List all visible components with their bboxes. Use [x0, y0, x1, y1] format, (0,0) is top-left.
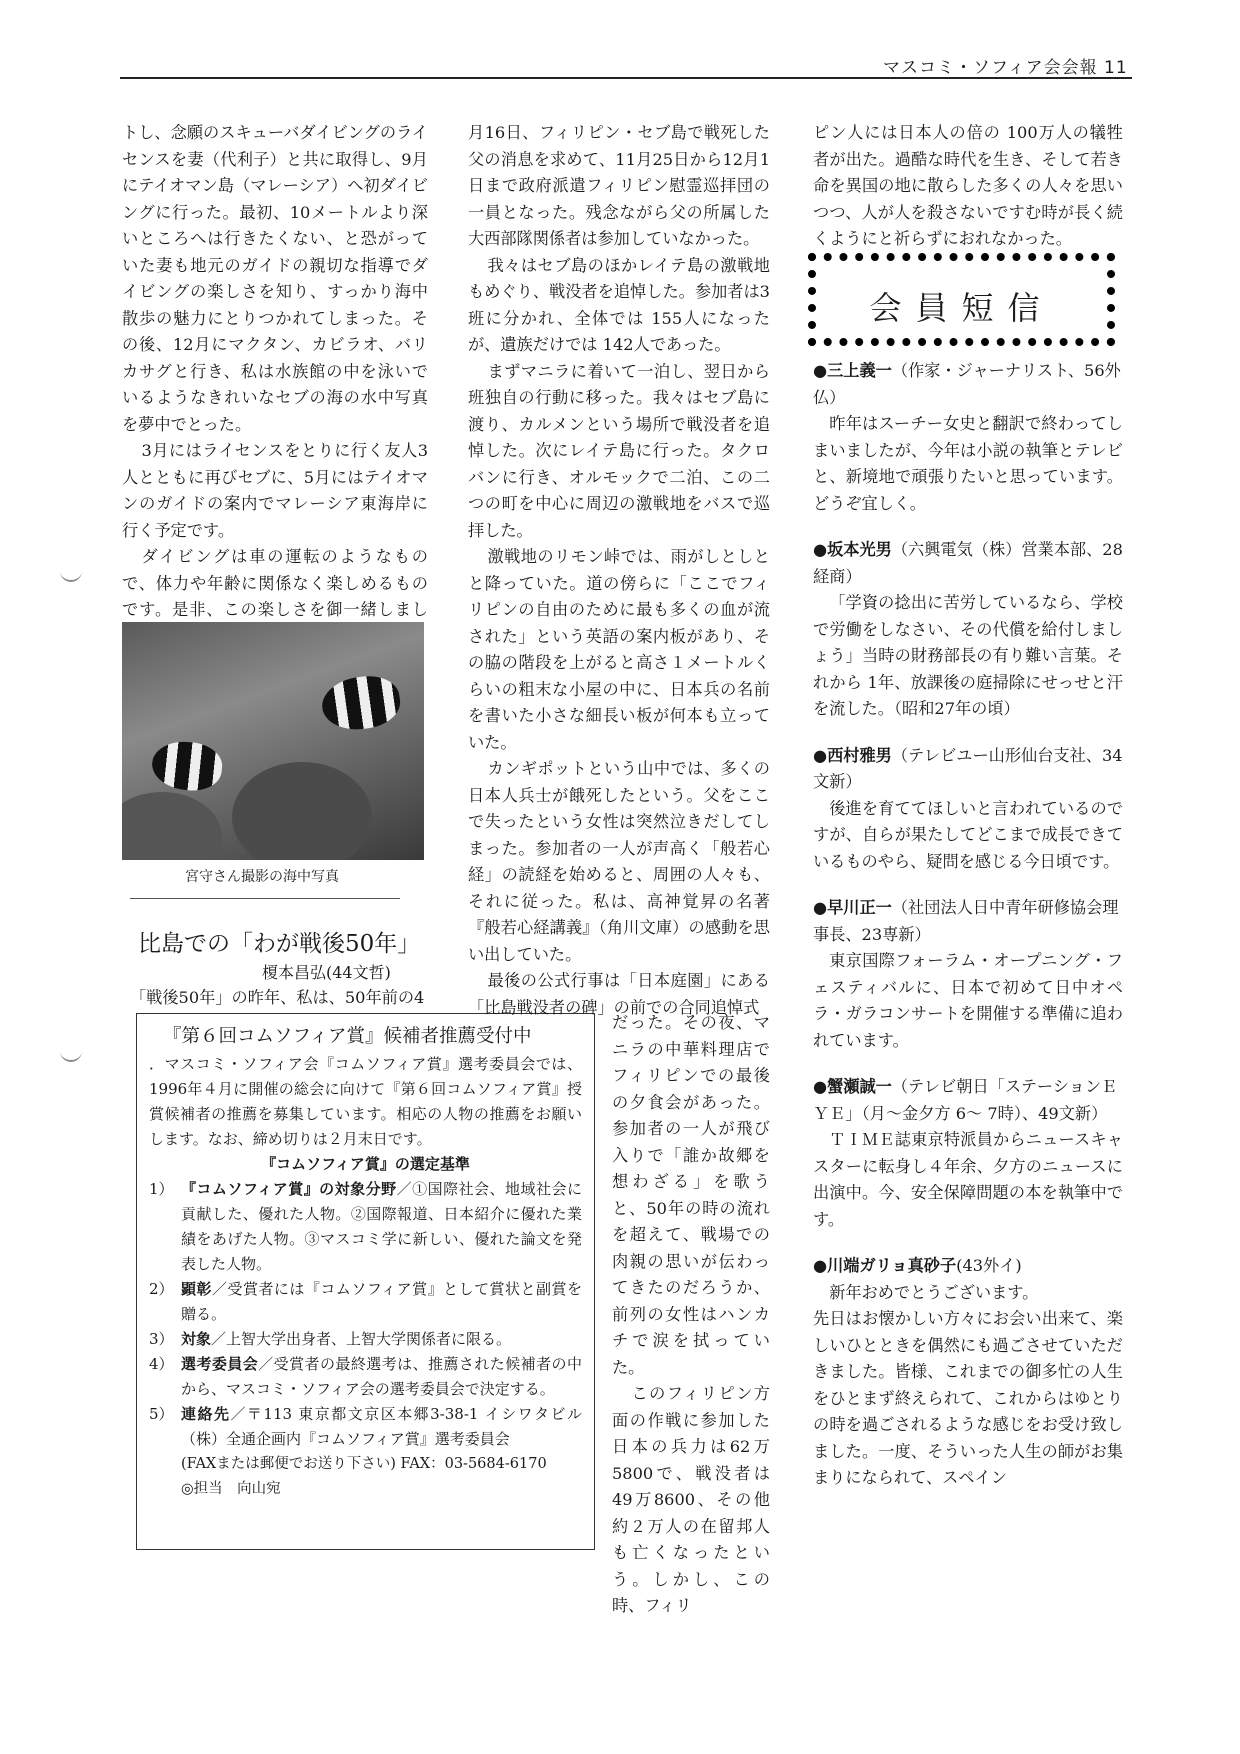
- criteria-list: [149, 1177, 582, 1452]
- col2-paragraph-4: 激戦地のリモン峠では、雨がしとしとと降っていた。道の傍らに「ここでフィリピンの自由のために最も多くの血が流された」という英語の案内板があり、その脇の階段を上がると高さ１メートルくらいの粗末な小屋の中に、日本兵の名前を書いた小さな細長い板が何本も立っていた。: [468, 547, 770, 752]
- member-message: 新年おめでとうございます。 先日はお懐かしい方々にお会い出来て、楽しいひとときを偶然にも過ごさせていただきました。皆様、これまでの御多忙の人生をひとまず終えられて、これからはゆとりの時を過ごされるような感じをお受け致しました。一度、そういった人生の師がお集まりになられて、スペイン: [813, 1282, 1123, 1487]
- column-3: [813, 120, 1123, 253]
- col2-continued-paragraph-1: だった。その夜、マニラの中華料理店でフィリピンでの最後の夕食会があった。参加者の一人が飛び入りで「誰か故郷を想わざる」を歌うと、50年の時の流れを超えて、戦場での肉親の思いが伝わってきたのだろうか、前列の女性はハンカチで涙を拭っていた。: [612, 1013, 770, 1377]
- fax-line: (FAXまたは郵便でお送り下さい) FAX：03-5684-6170: [181, 1456, 547, 1472]
- col2-continued-paragraph-2: このフィリピン方面の作戦に参加した日本の兵力は62万5800で、戦没者は49万8600、その他約２万人の在留邦人も亡くなったという。しかし、この時、フィリ: [612, 1384, 770, 1615]
- member-entry: [813, 358, 1123, 517]
- photo-caption: 宮守さん撮影の海中写真: [185, 869, 339, 885]
- section-title-frame: [808, 253, 1115, 346]
- page-header-title: マスコミ・ソフィア会会報 11: [883, 58, 1128, 78]
- criteria-heading: 『コムソフィア賞』の選定基準: [261, 1155, 470, 1173]
- column-2-continued: [612, 1010, 770, 1620]
- coral-shape: [122, 792, 222, 860]
- member-entry: [813, 537, 1123, 723]
- margin-mark: [60, 568, 82, 582]
- member-affiliation: （社団法人日中青年研修協会理事長、23専新）: [813, 898, 1119, 944]
- member-entry: [813, 895, 1123, 1054]
- member-message: ＴＩＭＥ誌東京特派員からニュースキャスターに転身し４年余、夕方のニュースに出演中。今、安全保障問題の本を執筆中です。: [813, 1130, 1123, 1229]
- header-divider: [120, 77, 1132, 79]
- member-affiliation: （テレビユー山形仙台支社、34文新）: [813, 745, 1123, 791]
- member-entry: [813, 1253, 1123, 1492]
- col2-paragraph-2: 我々はセブ島のほかレイテ島の激戦地もめぐり、戦没者を追悼した。参加者は3班に分かれ、全体では 155人になったが、遺族だけでは 142人であった。: [468, 255, 770, 354]
- member-name: ●早川正一: [813, 898, 892, 917]
- coral-shape: [232, 762, 372, 860]
- col2-paragraph-3: まずマニラに着いて一泊し、翌日から班独自の行動に移った。我々はセブ島に渡り、カルメンという場所で戦没者を追悼した。次にレイテ島に行った。タクロバンに行き、オルモックで二泊、この二つの町を中心に周辺の激戦地をバスで巡拝した。: [468, 361, 770, 540]
- member-affiliation: （六興電気（株）営業本部、28経商）: [813, 540, 1123, 586]
- column-1: [122, 120, 428, 650]
- underwater-photo: [122, 622, 424, 860]
- criteria-item: 2） 顕彰／受賞者には『コムソフィア賞』として賞状と副賞を贈る。: [149, 1280, 582, 1323]
- member-name: ●川端ガリョ真砂子: [813, 1256, 957, 1275]
- award-notice-box: [136, 1013, 595, 1550]
- col1-paragraph-2: 3月にはライセンスをとりに行く友人3人とともに再びセブに、5月にはテイオマンのガイドの案内でマレーシア東海岸に行く予定です。: [122, 441, 428, 540]
- member-name: ●西村雅男: [813, 745, 892, 765]
- award-box-intro: ．マスコミ・ソフィア会『コムソフィア賞』選考委員会では、1996年４月に開催の総会に向けて『第６回コムソフィア賞』授賞候補者の推薦を募集しています。相応の人物の推薦をお願いします。なお、締め切りは２月末日です。: [149, 1055, 582, 1148]
- fish-shape: [319, 672, 403, 734]
- member-name: ●坂本光男: [813, 540, 892, 559]
- col2-paragraph-5: カンギポットという山中では、多くの日本人兵士が餓死したという。父をここで失ったという女性は突然泣きだしてしまった。参加者の一人が声高く「般若心経」の読経を始めると、周囲の人々も、それに従った。私は、高神覚昇の名著『般若心経講義』（角川文庫）の感動を思い出していた。: [468, 759, 770, 964]
- award-box-title: 『第６回コムソフィア賞』候補者推薦受付中: [163, 1026, 532, 1047]
- criteria-item: 4） 選考委員会／受賞者の最終選考は、推薦された候補者の中から、マスコミ・ソフィア会の選考委員会で決定する。: [149, 1355, 582, 1398]
- column-2: [468, 120, 770, 1021]
- criteria-item: 5） 連絡先／〒113 東京都文京区本郷3-38-1 イシワタビル（株）全通企画内『コムソフィア賞』選考委員会: [149, 1405, 582, 1448]
- member-affiliation: （作家・ジャーナリスト、56外仏）: [813, 361, 1121, 407]
- fish-shape: [150, 738, 225, 793]
- criteria-item: 1） 『コムソフィア賞』の対象分野／①国際社会、地域社会に貢献した、優れた人物。②国際報道、日本紹介に優れた業績をあげた人物。③マスコミ学に新しい、優れた論文を発表した人物。: [149, 1180, 582, 1273]
- col3-intro: ピン人には日本人の倍の 100万人の犠牲者が出た。過酷な時代を生き、そして若き命を異国の地に散らした多くの人々を思いつつ、人が人を殺さないですむ時が長く続くようにと祈らずにおれなかった。: [813, 123, 1123, 248]
- member-message: 昨年はスーチー女史と翻訳で終わってしまいましたが、今年は小説の執筆とテレビと、新境地で頑張りたいと思っています。どうぞ宜しく。: [813, 414, 1123, 513]
- article-title: 比島での「わが戦後50年」: [138, 931, 421, 957]
- member-news-list: [813, 358, 1123, 1512]
- col2-paragraph-6: 最後の公式行事は「日本庭園」にある「比島戦没者の碑」の前での合同追悼式: [468, 971, 770, 1017]
- member-name: ●蟹瀬誠一: [813, 1077, 892, 1096]
- margin-mark: [60, 1048, 82, 1062]
- member-message: 「学資の捻出に苦労しているなら、学校で労働をしなさい、その代償を給付しましょう」当時の財務部長の有り難い言葉。それから 1年、放課後の庭掃除にせっせと汗を流した。（昭和27年の頃）: [813, 593, 1123, 718]
- col2-paragraph-1: 月16日、フィリピン・セブ島で戦死した父の消息を求めて、11月25日から12月1日まで政府派遣フィリピン慰霊巡拝団の一員となった。残念ながら父の所属した大西部隊関係者は参加していなかった。: [468, 123, 770, 248]
- member-affiliation: (43外イ): [956, 1256, 1022, 1275]
- caption-divider: [130, 898, 400, 899]
- member-message: 東京国際フォーラム・オープニング・フェスティバルに、日本で初めて日中オペラ・ガラコンサートを開催する準備に追われています。: [813, 951, 1123, 1050]
- criteria-item: 3） 対象／上智大学出身者、上智大学関係者に限る。: [149, 1330, 512, 1348]
- col1-paragraph-3: ダイビングは車の運転のようなもので、体力や年齢に関係なく楽しめるものです。是非、この楽しさを御一緒しまし: [122, 547, 428, 619]
- article-first-line: 「戦後50年」の昨年、私は、50年前の4: [130, 988, 425, 1007]
- section-title: 会員短信: [869, 289, 1054, 327]
- contact-person: ◎担当 向山宛: [181, 1481, 281, 1497]
- member-entry: [813, 743, 1123, 876]
- member-entry: [813, 1074, 1123, 1233]
- member-message: 後進を育ててほしいと言われているのですが、自らが果たしてどこまで成長できているものやら、疑問を感じる今日頃です。: [813, 798, 1123, 871]
- member-affiliation: （テレビ朝日「ステーションＥＹＥ」（月〜金夕方 6〜 7時）、49文新）: [813, 1077, 1118, 1123]
- col1-paragraph-1: トし、念願のスキューバダイビングのライセンスを妻（代利子）と共に取得し、9月にテイオマン島（マレーシア）へ初ダイビングに行った。最初、10メートルより深いところへは行きたくない、と恐がっていた妻も地元のガイドの親切な指導でダイビングの楽しさを知り、すっかり海中散歩の魅力にとりつかれてしまった。その後、12月にマクタン、カビラオ、バリカサグと行き、私は水族館の中を泳いでいるようなきれいなセブの海の水中写真を夢中でとった。: [122, 123, 428, 434]
- member-name: ●三上義一: [813, 361, 892, 380]
- article-byline: 榎本昌弘(44文哲): [262, 963, 391, 982]
